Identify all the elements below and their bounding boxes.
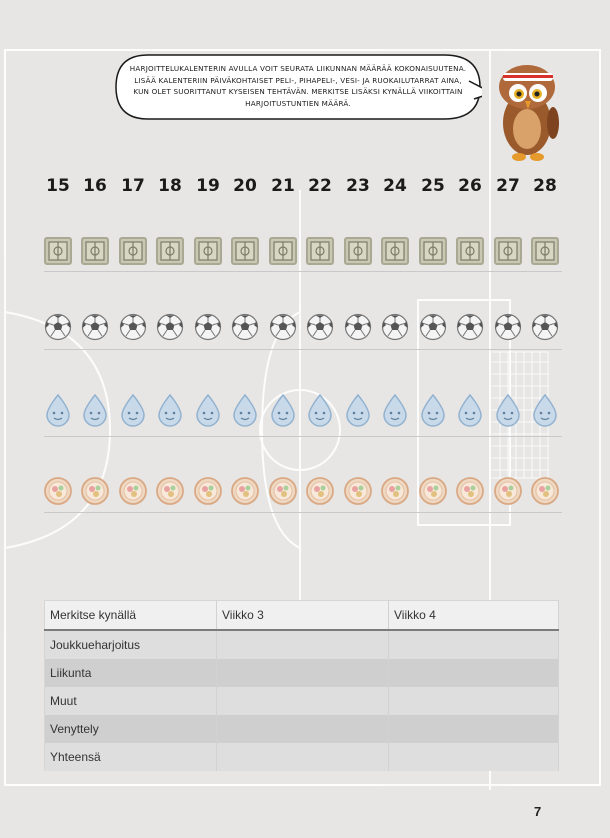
field-sticker-icon[interactable] bbox=[43, 236, 73, 266]
week4-cell[interactable] bbox=[389, 630, 559, 659]
row-divider bbox=[44, 436, 562, 437]
field-sticker-icon[interactable] bbox=[380, 236, 410, 266]
day-number: 25 bbox=[421, 176, 445, 196]
soccer-ball-icon[interactable] bbox=[380, 312, 410, 342]
day-number: 15 bbox=[46, 176, 70, 196]
soccer-ball-icon[interactable] bbox=[455, 312, 485, 342]
food-plate-icon[interactable] bbox=[343, 476, 373, 506]
water-drop-icon[interactable] bbox=[193, 393, 223, 427]
water-drop-icon[interactable] bbox=[268, 393, 298, 427]
soccer-ball-icon[interactable] bbox=[193, 312, 223, 342]
day-number: 26 bbox=[458, 176, 482, 196]
calendar-day-header bbox=[40, 176, 570, 200]
soccer-ball-icon[interactable] bbox=[418, 312, 448, 342]
week3-cell[interactable] bbox=[217, 743, 389, 771]
table-row bbox=[45, 659, 559, 687]
soccer-ball-icon[interactable] bbox=[80, 312, 110, 342]
table-row bbox=[45, 630, 559, 659]
row-label: Joukkueharjoitus bbox=[45, 630, 217, 659]
soccer-ball-icon[interactable] bbox=[230, 312, 260, 342]
instructions-text: HARJOITTELUKALENTERIN AVULLA VOIT SEURATA LIIKUNNAN MÄÄRÄÄ KOKONAISUUTENA. LISÄÄ KALENTERIIN PÄIVÄKOHTAISET PELI-, PIHAPELI-, VESI- JA RUOKAILUTARRAT AINA, KUN OLET SUORITTANUT KYSEISEN TEHTÄVÄN. MERKITSE LISÄKSI KYNÄLLÄ VIIKOITTAIN HARJOITUSTUNTIEN MÄÄRÄ. bbox=[129, 64, 467, 108]
water-drop-icon[interactable] bbox=[530, 393, 560, 427]
week4-cell[interactable] bbox=[389, 715, 559, 743]
sticker-row-field bbox=[40, 236, 570, 266]
day-number: 27 bbox=[496, 176, 520, 196]
soccer-ball-icon[interactable] bbox=[43, 312, 73, 342]
row-label: Liikunta bbox=[45, 659, 217, 687]
day-number: 18 bbox=[158, 176, 182, 196]
field-sticker-icon[interactable] bbox=[418, 236, 448, 266]
day-number: 21 bbox=[271, 176, 295, 196]
row-divider bbox=[44, 271, 562, 272]
day-number: 20 bbox=[233, 176, 257, 196]
field-sticker-icon[interactable] bbox=[455, 236, 485, 266]
food-plate-icon[interactable] bbox=[418, 476, 448, 506]
soccer-ball-icon[interactable] bbox=[118, 312, 148, 342]
soccer-ball-icon[interactable] bbox=[155, 312, 185, 342]
day-number: 16 bbox=[83, 176, 107, 196]
table-row bbox=[45, 687, 559, 715]
week3-cell[interactable] bbox=[217, 659, 389, 687]
row-label: Yhteensä bbox=[45, 743, 217, 771]
water-drop-icon[interactable] bbox=[305, 393, 335, 427]
soccer-ball-icon[interactable] bbox=[530, 312, 560, 342]
day-number: 17 bbox=[121, 176, 145, 196]
table-header-row bbox=[45, 601, 559, 631]
food-plate-icon[interactable] bbox=[155, 476, 185, 506]
water-drop-icon[interactable] bbox=[118, 393, 148, 427]
row-label: Venyttely bbox=[45, 715, 217, 743]
day-number: 28 bbox=[533, 176, 557, 196]
table-header: Viikko 4 bbox=[389, 601, 559, 631]
field-sticker-icon[interactable] bbox=[155, 236, 185, 266]
owl-mascot-icon bbox=[491, 57, 559, 163]
table-row bbox=[45, 743, 559, 771]
week4-cell[interactable] bbox=[389, 687, 559, 715]
food-plate-icon[interactable] bbox=[230, 476, 260, 506]
water-drop-icon[interactable] bbox=[380, 393, 410, 427]
field-sticker-icon[interactable] bbox=[80, 236, 110, 266]
day-number: 22 bbox=[308, 176, 332, 196]
table-header: Merkitse kynällä bbox=[45, 601, 217, 631]
food-plate-icon[interactable] bbox=[493, 476, 523, 506]
field-sticker-icon[interactable] bbox=[268, 236, 298, 266]
row-divider bbox=[44, 349, 562, 350]
field-sticker-icon[interactable] bbox=[530, 236, 560, 266]
day-number: 19 bbox=[196, 176, 220, 196]
food-plate-icon[interactable] bbox=[380, 476, 410, 506]
field-sticker-icon[interactable] bbox=[230, 236, 260, 266]
sticker-row-ball bbox=[40, 312, 570, 342]
food-plate-icon[interactable] bbox=[43, 476, 73, 506]
page-number: 7 bbox=[534, 804, 542, 819]
food-plate-icon[interactable] bbox=[268, 476, 298, 506]
food-plate-icon[interactable] bbox=[305, 476, 335, 506]
water-drop-icon[interactable] bbox=[418, 393, 448, 427]
week3-cell[interactable] bbox=[217, 630, 389, 659]
food-plate-icon[interactable] bbox=[455, 476, 485, 506]
food-plate-icon[interactable] bbox=[80, 476, 110, 506]
week3-cell[interactable] bbox=[217, 687, 389, 715]
water-drop-icon[interactable] bbox=[343, 393, 373, 427]
field-sticker-icon[interactable] bbox=[305, 236, 335, 266]
field-sticker-icon[interactable] bbox=[118, 236, 148, 266]
week3-cell[interactable] bbox=[217, 715, 389, 743]
table-row bbox=[45, 715, 559, 743]
water-drop-icon[interactable] bbox=[43, 393, 73, 427]
water-drop-icon[interactable] bbox=[230, 393, 260, 427]
water-drop-icon[interactable] bbox=[155, 393, 185, 427]
food-plate-icon[interactable] bbox=[193, 476, 223, 506]
soccer-ball-icon[interactable] bbox=[305, 312, 335, 342]
soccer-ball-icon[interactable] bbox=[268, 312, 298, 342]
field-sticker-icon[interactable] bbox=[193, 236, 223, 266]
table-header: Viikko 3 bbox=[217, 601, 389, 631]
water-drop-icon[interactable] bbox=[80, 393, 110, 427]
week4-cell[interactable] bbox=[389, 659, 559, 687]
food-plate-icon[interactable] bbox=[118, 476, 148, 506]
field-sticker-icon[interactable] bbox=[343, 236, 373, 266]
row-label: Muut bbox=[45, 687, 217, 715]
day-number: 24 bbox=[383, 176, 407, 196]
soccer-ball-icon[interactable] bbox=[343, 312, 373, 342]
week4-cell[interactable] bbox=[389, 743, 559, 771]
day-number: 23 bbox=[346, 176, 370, 196]
water-drop-icon[interactable] bbox=[455, 393, 485, 427]
food-plate-icon[interactable] bbox=[530, 476, 560, 506]
water-drop-icon[interactable] bbox=[493, 393, 523, 427]
training-hours-table bbox=[44, 600, 559, 771]
sticker-row-water bbox=[40, 393, 570, 427]
row-divider bbox=[44, 512, 562, 513]
sticker-row-food bbox=[40, 476, 570, 506]
field-sticker-icon[interactable] bbox=[493, 236, 523, 266]
soccer-ball-icon[interactable] bbox=[493, 312, 523, 342]
